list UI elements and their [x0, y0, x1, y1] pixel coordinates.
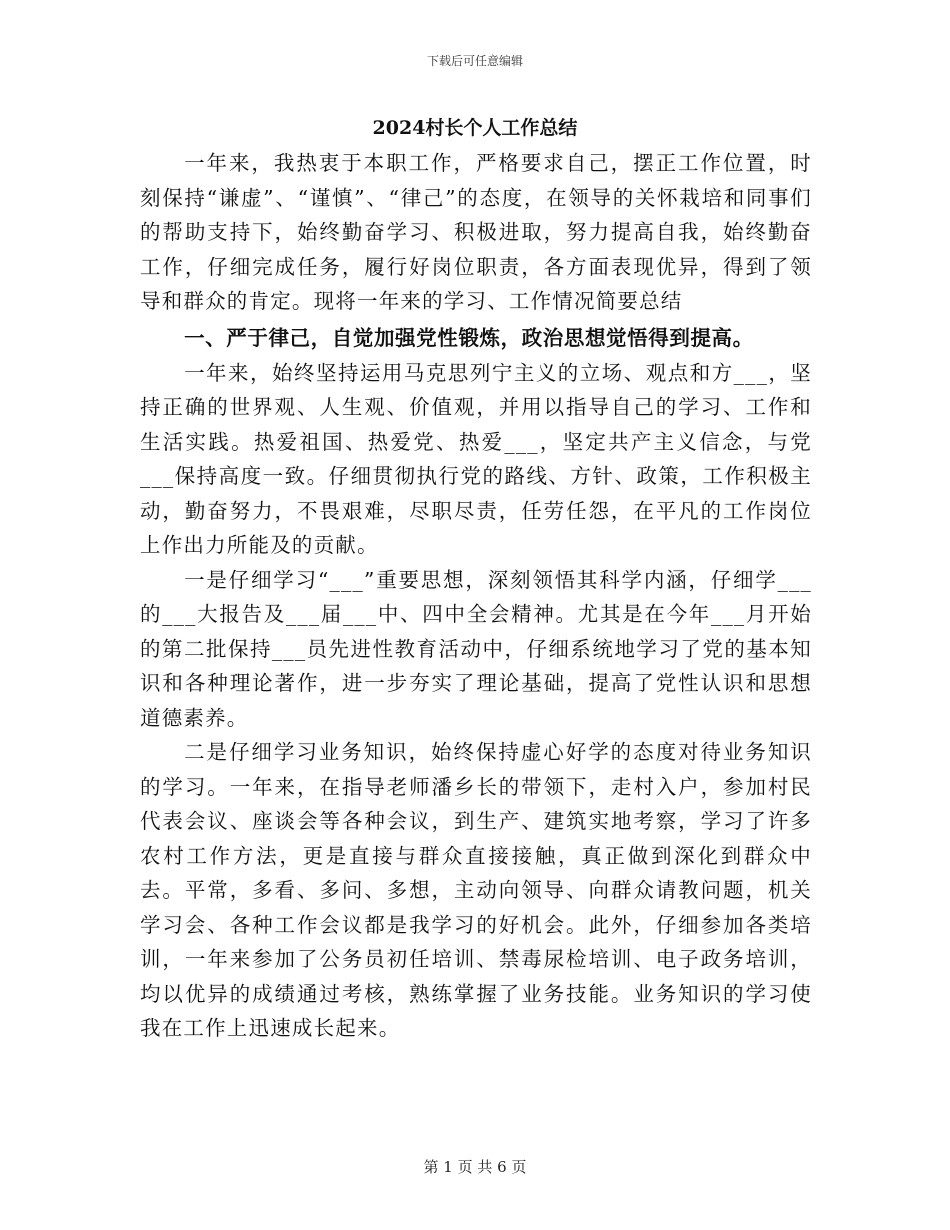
document-title: 2024村长个人工作总结	[372, 117, 578, 139]
paragraph-intro: 一年来，我热衷于本职工作，严格要求自己，摆正工作位置，时刻保持“谦虚”、“谨慎”、“律己”的态度，在领导的关怀栽培和同事们的帮助支持下，始终勤奋学习、积极进取，努力提高自我，始终勤奋工作，仔细完成任务，履行好岗位职责，各方面表现优异，得到了领导和群众的肯定。现将一年来的学习、工作情况简要总结	[140, 151, 812, 313]
header-note: 下载后可任意编辑	[426, 54, 523, 68]
document-body	[140, 146, 812, 1046]
page-number: 第 1 页 共 6 页	[423, 1158, 527, 1176]
paragraph-point-1: 一是仔细学习“___”重要思想，深刻领悟其科学内涵，仔细学___的___大报告及___届___中、四中全会精神。尤其是在今年___月开始的第二批保持___员先进性教育活动中，仔细系统地学习了党的基本知识和各种理论著作，进一步夯实了理论基础，提高了党性认识和思想道德素养。	[140, 567, 812, 730]
paragraph-section-1: 一年来，始终坚持运用马克思列宁主义的立场、观点和方___，坚持正确的世界观、人生观、价值观，并用以指导自己的学习、工作和生活实践。热爱祖国、热爱党、热爱___，坚定共产主义信念，与党___保持高度一致。仔细贯彻执行党的路线、方针、政策，工作积极主动，勤奋努力，不畏艰难，尽职尽责，任劳任怨，在平凡的工作岗位上作出力所能及的贡献。	[140, 360, 812, 557]
section-heading-1: 一、严于律己，自觉加强党性锻炼，政治思想觉悟得到提高。	[184, 325, 754, 350]
paragraph-point-2: 二是仔细学习业务知识，始终保持虚心好学的态度对待业务知识的学习。一年来，在指导老师潘乡长的带领下，走村入户，参加村民代表会议、座谈会等各种会议，到生产、建筑实地考察，学习了许多农村工作方法，更是直接与群众直接接触，真正做到深化到群众中去。平常，多看、多问、多想，主动向领导、向群众请教问题，机关学习会、各种工作会议都是我学习的好机会。此外，仔细参加各类培训，一年来参加了公务员初任培训、禁毒尿检培训、电子政务培训，均以优异的成绩通过考核，熟练掌握了业务技能。业务知识的学习使我在工作上迅速成长起来。	[140, 740, 812, 1040]
